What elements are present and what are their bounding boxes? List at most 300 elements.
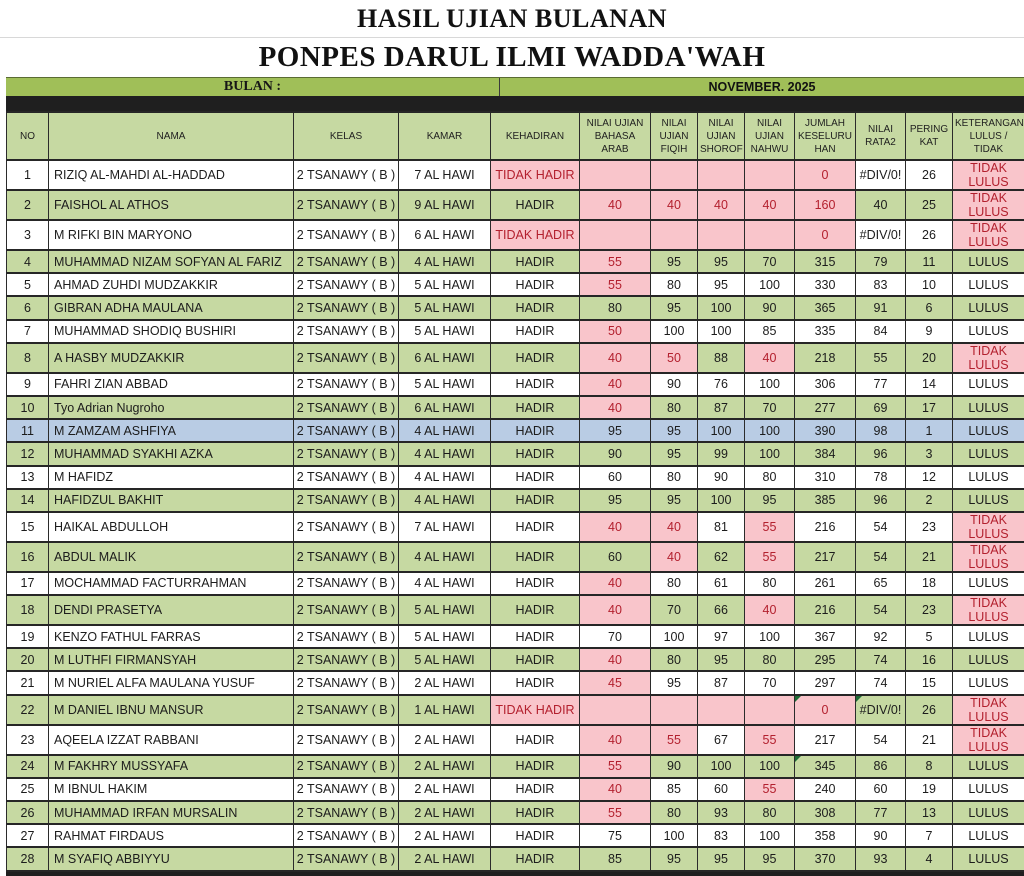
col-header-nama[interactable]: NAMA <box>49 112 294 160</box>
cell-peringkat[interactable]: 21 <box>906 542 953 572</box>
cell-nilai-shorof[interactable]: 97 <box>698 625 745 648</box>
cell-nilai-shorof[interactable]: 60 <box>698 778 745 801</box>
cell-kelas[interactable]: 2 TSANAWY ( B ) <box>294 466 399 489</box>
cell-nilai-shorof[interactable]: 88 <box>698 343 745 373</box>
cell-rata2[interactable]: 93 <box>856 847 906 870</box>
cell-nilai-shorof[interactable]: 95 <box>698 847 745 870</box>
cell-nilai-nahwu[interactable]: 100 <box>745 755 795 778</box>
cell-rata2[interactable]: 77 <box>856 373 906 396</box>
cell-nilai-shorof[interactable]: 87 <box>698 671 745 694</box>
cell-rata2[interactable]: 40 <box>856 190 906 220</box>
cell-kelas[interactable]: 2 TSANAWY ( B ) <box>294 671 399 694</box>
cell-nilai-shorof[interactable]: 61 <box>698 572 745 595</box>
cell-nilai-bahasa-arab[interactable]: 85 <box>580 847 651 870</box>
cell-nilai-bahasa-arab[interactable]: 55 <box>580 273 651 296</box>
cell-kamar[interactable]: 4 AL HAWI <box>399 250 491 273</box>
cell-jumlah[interactable]: 297 <box>795 671 856 694</box>
cell-no[interactable]: 3 <box>7 220 49 250</box>
cell-nilai-nahwu[interactable]: 85 <box>745 320 795 343</box>
cell-nilai-fiqih[interactable] <box>651 220 698 250</box>
cell-peringkat[interactable]: 26 <box>906 220 953 250</box>
cell-nilai-fiqih[interactable]: 80 <box>651 396 698 419</box>
cell-kehadiran[interactable]: HADIR <box>491 320 580 343</box>
cell-kelas[interactable]: 2 TSANAWY ( B ) <box>294 847 399 870</box>
cell-nilai-shorof[interactable]: 40 <box>698 190 745 220</box>
cell-kamar[interactable]: 7 AL HAWI <box>399 160 491 190</box>
cell-kelas[interactable]: 2 TSANAWY ( B ) <box>294 572 399 595</box>
cell-nama[interactable]: MUHAMMAD SYAKHI AZKA <box>49 442 294 465</box>
cell-nilai-fiqih[interactable] <box>651 695 698 725</box>
cell-nilai-shorof[interactable]: 76 <box>698 373 745 396</box>
cell-nilai-nahwu[interactable]: 80 <box>745 572 795 595</box>
cell-no[interactable]: 2 <box>7 190 49 220</box>
cell-peringkat[interactable]: 6 <box>906 296 953 319</box>
cell-nilai-bahasa-arab[interactable]: 55 <box>580 755 651 778</box>
cell-kehadiran[interactable]: HADIR <box>491 419 580 442</box>
cell-kamar[interactable]: 2 AL HAWI <box>399 778 491 801</box>
col-header-kamar[interactable]: KAMAR <box>399 112 491 160</box>
cell-nilai-fiqih[interactable]: 85 <box>651 778 698 801</box>
cell-nilai-nahwu[interactable]: 100 <box>745 442 795 465</box>
cell-kelas[interactable]: 2 TSANAWY ( B ) <box>294 512 399 542</box>
cell-nilai-bahasa-arab[interactable]: 75 <box>580 824 651 847</box>
cell-rata2[interactable]: 96 <box>856 489 906 512</box>
cell-no[interactable]: 10 <box>7 396 49 419</box>
cell-peringkat[interactable]: 25 <box>906 190 953 220</box>
cell-no[interactable]: 18 <box>7 595 49 625</box>
cell-keterangan[interactable]: LULUS <box>953 373 1024 396</box>
cell-kelas[interactable]: 2 TSANAWY ( B ) <box>294 320 399 343</box>
cell-rata2[interactable]: 74 <box>856 671 906 694</box>
col-header-keterangan[interactable]: KETERANGAN LULUS / TIDAK <box>953 112 1024 160</box>
cell-rata2[interactable]: 77 <box>856 801 906 824</box>
col-header-jumlah[interactable]: JUMLAH KESELURU HAN <box>795 112 856 160</box>
cell-keterangan[interactable]: LULUS <box>953 419 1024 442</box>
col-header-peringkat[interactable]: PERING KAT <box>906 112 953 160</box>
cell-kamar[interactable]: 5 AL HAWI <box>399 595 491 625</box>
cell-kehadiran[interactable]: HADIR <box>491 824 580 847</box>
cell-kamar[interactable]: 2 AL HAWI <box>399 801 491 824</box>
cell-nilai-nahwu[interactable]: 80 <box>745 648 795 671</box>
cell-jumlah[interactable]: 277 <box>795 396 856 419</box>
cell-rata2[interactable]: 98 <box>856 419 906 442</box>
cell-kamar[interactable]: 4 AL HAWI <box>399 419 491 442</box>
cell-kamar[interactable]: 4 AL HAWI <box>399 466 491 489</box>
cell-kelas[interactable]: 2 TSANAWY ( B ) <box>294 625 399 648</box>
cell-keterangan[interactable]: LULUS <box>953 273 1024 296</box>
cell-nilai-nahwu[interactable]: 100 <box>745 625 795 648</box>
cell-kamar[interactable]: 4 AL HAWI <box>399 442 491 465</box>
cell-nilai-bahasa-arab[interactable]: 50 <box>580 320 651 343</box>
cell-nilai-bahasa-arab[interactable]: 40 <box>580 778 651 801</box>
cell-no[interactable]: 15 <box>7 512 49 542</box>
cell-kelas[interactable]: 2 TSANAWY ( B ) <box>294 343 399 373</box>
cell-rata2[interactable]: 84 <box>856 320 906 343</box>
cell-rata2[interactable]: #DIV/0! <box>856 220 906 250</box>
cell-keterangan[interactable]: LULUS <box>953 489 1024 512</box>
cell-nilai-bahasa-arab[interactable]: 40 <box>580 512 651 542</box>
cell-nilai-nahwu[interactable]: 100 <box>745 419 795 442</box>
cell-nilai-bahasa-arab[interactable]: 60 <box>580 466 651 489</box>
cell-nilai-fiqih[interactable]: 95 <box>651 847 698 870</box>
cell-jumlah[interactable]: 385 <box>795 489 856 512</box>
cell-nama[interactable]: M HAFIDZ <box>49 466 294 489</box>
cell-kehadiran[interactable]: HADIR <box>491 801 580 824</box>
cell-jumlah[interactable]: 345 <box>795 755 856 778</box>
cell-kelas[interactable]: 2 TSANAWY ( B ) <box>294 755 399 778</box>
cell-nilai-shorof[interactable] <box>698 220 745 250</box>
cell-nilai-fiqih[interactable]: 95 <box>651 442 698 465</box>
cell-nama[interactable]: AHMAD ZUHDI MUDZAKKIR <box>49 273 294 296</box>
cell-no[interactable]: 28 <box>7 847 49 870</box>
cell-jumlah[interactable]: 335 <box>795 320 856 343</box>
cell-no[interactable]: 7 <box>7 320 49 343</box>
cell-kelas[interactable]: 2 TSANAWY ( B ) <box>294 442 399 465</box>
cell-nilai-bahasa-arab[interactable]: 45 <box>580 671 651 694</box>
cell-keterangan[interactable]: LULUS <box>953 466 1024 489</box>
cell-keterangan[interactable]: TIDAK LULUS <box>953 542 1024 572</box>
cell-kehadiran[interactable]: HADIR <box>491 542 580 572</box>
cell-nilai-fiqih[interactable]: 90 <box>651 373 698 396</box>
cell-peringkat[interactable]: 23 <box>906 512 953 542</box>
cell-no[interactable]: 20 <box>7 648 49 671</box>
cell-keterangan[interactable]: TIDAK LULUS <box>953 695 1024 725</box>
cell-kehadiran[interactable]: HADIR <box>491 489 580 512</box>
cell-nilai-bahasa-arab[interactable]: 60 <box>580 542 651 572</box>
cell-kehadiran[interactable]: HADIR <box>491 671 580 694</box>
cell-kamar[interactable]: 5 AL HAWI <box>399 273 491 296</box>
cell-nilai-fiqih[interactable]: 80 <box>651 801 698 824</box>
cell-kelas[interactable]: 2 TSANAWY ( B ) <box>294 296 399 319</box>
cell-jumlah[interactable]: 315 <box>795 250 856 273</box>
cell-nilai-shorof[interactable]: 67 <box>698 725 745 755</box>
cell-no[interactable]: 26 <box>7 801 49 824</box>
cell-nilai-fiqih[interactable]: 80 <box>651 466 698 489</box>
cell-jumlah[interactable]: 306 <box>795 373 856 396</box>
cell-keterangan[interactable]: TIDAK LULUS <box>953 220 1024 250</box>
cell-rata2[interactable]: 65 <box>856 572 906 595</box>
cell-jumlah[interactable]: 240 <box>795 778 856 801</box>
cell-peringkat[interactable]: 13 <box>906 801 953 824</box>
cell-keterangan[interactable]: LULUS <box>953 778 1024 801</box>
cell-peringkat[interactable]: 7 <box>906 824 953 847</box>
cell-kamar[interactable]: 7 AL HAWI <box>399 512 491 542</box>
cell-nilai-bahasa-arab[interactable]: 70 <box>580 625 651 648</box>
cell-nilai-fiqih[interactable]: 100 <box>651 824 698 847</box>
cell-kehadiran[interactable]: HADIR <box>491 648 580 671</box>
cell-nilai-shorof[interactable] <box>698 695 745 725</box>
cell-kamar[interactable]: 9 AL HAWI <box>399 190 491 220</box>
cell-jumlah[interactable]: 218 <box>795 343 856 373</box>
cell-nilai-shorof[interactable]: 95 <box>698 648 745 671</box>
cell-kelas[interactable]: 2 TSANAWY ( B ) <box>294 542 399 572</box>
cell-peringkat[interactable]: 9 <box>906 320 953 343</box>
cell-kamar[interactable]: 4 AL HAWI <box>399 572 491 595</box>
cell-no[interactable]: 16 <box>7 542 49 572</box>
cell-kamar[interactable]: 6 AL HAWI <box>399 220 491 250</box>
cell-jumlah[interactable]: 217 <box>795 725 856 755</box>
cell-kelas[interactable]: 2 TSANAWY ( B ) <box>294 250 399 273</box>
cell-nama[interactable]: HAIKAL ABDULLOH <box>49 512 294 542</box>
cell-nilai-nahwu[interactable]: 95 <box>745 847 795 870</box>
cell-kehadiran[interactable]: HADIR <box>491 755 580 778</box>
cell-nama[interactable]: AQEELA IZZAT RABBANI <box>49 725 294 755</box>
cell-keterangan[interactable]: LULUS <box>953 396 1024 419</box>
cell-kehadiran[interactable]: HADIR <box>491 595 580 625</box>
cell-keterangan[interactable]: TIDAK LULUS <box>953 343 1024 373</box>
cell-kamar[interactable]: 5 AL HAWI <box>399 320 491 343</box>
cell-nilai-fiqih[interactable]: 40 <box>651 512 698 542</box>
cell-peringkat[interactable]: 18 <box>906 572 953 595</box>
cell-nilai-fiqih[interactable]: 95 <box>651 296 698 319</box>
cell-peringkat[interactable]: 10 <box>906 273 953 296</box>
cell-no[interactable]: 27 <box>7 824 49 847</box>
cell-no[interactable]: 25 <box>7 778 49 801</box>
cell-no[interactable]: 24 <box>7 755 49 778</box>
cell-nilai-fiqih[interactable]: 95 <box>651 671 698 694</box>
cell-rata2[interactable]: 78 <box>856 466 906 489</box>
cell-nilai-bahasa-arab[interactable]: 40 <box>580 595 651 625</box>
cell-nilai-bahasa-arab[interactable]: 80 <box>580 296 651 319</box>
cell-rata2[interactable]: 83 <box>856 273 906 296</box>
cell-peringkat[interactable]: 3 <box>906 442 953 465</box>
cell-nilai-fiqih[interactable]: 100 <box>651 320 698 343</box>
cell-nilai-bahasa-arab[interactable]: 40 <box>580 648 651 671</box>
cell-no[interactable]: 14 <box>7 489 49 512</box>
cell-peringkat[interactable]: 16 <box>906 648 953 671</box>
cell-jumlah[interactable]: 330 <box>795 273 856 296</box>
cell-nilai-bahasa-arab[interactable]: 40 <box>580 373 651 396</box>
cell-kehadiran[interactable]: HADIR <box>491 442 580 465</box>
cell-jumlah[interactable]: 295 <box>795 648 856 671</box>
cell-nilai-bahasa-arab[interactable]: 40 <box>580 190 651 220</box>
cell-keterangan[interactable]: LULUS <box>953 572 1024 595</box>
cell-no[interactable]: 22 <box>7 695 49 725</box>
cell-nilai-nahwu[interactable]: 55 <box>745 512 795 542</box>
cell-kamar[interactable]: 2 AL HAWI <box>399 725 491 755</box>
cell-nilai-fiqih[interactable]: 100 <box>651 625 698 648</box>
cell-keterangan[interactable]: LULUS <box>953 801 1024 824</box>
cell-kehadiran[interactable]: HADIR <box>491 725 580 755</box>
cell-kelas[interactable]: 2 TSANAWY ( B ) <box>294 190 399 220</box>
cell-kelas[interactable]: 2 TSANAWY ( B ) <box>294 595 399 625</box>
cell-no[interactable]: 12 <box>7 442 49 465</box>
cell-nama[interactable]: M SYAFIQ ABBIYYU <box>49 847 294 870</box>
cell-nilai-fiqih[interactable]: 80 <box>651 273 698 296</box>
cell-nama[interactable]: FAISHOL AL ATHOS <box>49 190 294 220</box>
cell-peringkat[interactable]: 17 <box>906 396 953 419</box>
cell-rata2[interactable]: 90 <box>856 824 906 847</box>
cell-no[interactable]: 6 <box>7 296 49 319</box>
cell-nilai-bahasa-arab[interactable]: 40 <box>580 572 651 595</box>
cell-nilai-fiqih[interactable]: 95 <box>651 419 698 442</box>
cell-kehadiran[interactable]: HADIR <box>491 625 580 648</box>
cell-rata2[interactable]: #DIV/0! <box>856 695 906 725</box>
cell-nilai-bahasa-arab[interactable]: 40 <box>580 725 651 755</box>
cell-nilai-bahasa-arab[interactable]: 40 <box>580 343 651 373</box>
cell-no[interactable]: 9 <box>7 373 49 396</box>
cell-kehadiran[interactable]: HADIR <box>491 250 580 273</box>
cell-nilai-bahasa-arab[interactable]: 55 <box>580 250 651 273</box>
cell-nilai-bahasa-arab[interactable]: 95 <box>580 489 651 512</box>
cell-nilai-nahwu[interactable]: 70 <box>745 250 795 273</box>
cell-nilai-shorof[interactable]: 93 <box>698 801 745 824</box>
cell-jumlah[interactable]: 310 <box>795 466 856 489</box>
cell-nilai-fiqih[interactable]: 80 <box>651 648 698 671</box>
month-value-cell[interactable] <box>500 78 1024 96</box>
cell-nilai-fiqih[interactable]: 70 <box>651 595 698 625</box>
cell-jumlah[interactable]: 0 <box>795 220 856 250</box>
cell-kehadiran[interactable]: HADIR <box>491 273 580 296</box>
cell-nilai-shorof[interactable]: 95 <box>698 250 745 273</box>
cell-nilai-nahwu[interactable]: 55 <box>745 778 795 801</box>
cell-nama[interactable]: ABDUL MALIK <box>49 542 294 572</box>
cell-nilai-shorof[interactable]: 62 <box>698 542 745 572</box>
cell-jumlah[interactable]: 365 <box>795 296 856 319</box>
cell-kehadiran[interactable]: HADIR <box>491 296 580 319</box>
month-label-cell[interactable] <box>6 78 500 96</box>
cell-jumlah[interactable]: 216 <box>795 512 856 542</box>
cell-kehadiran[interactable]: HADIR <box>491 512 580 542</box>
cell-kelas[interactable]: 2 TSANAWY ( B ) <box>294 373 399 396</box>
cell-nilai-fiqih[interactable]: 50 <box>651 343 698 373</box>
cell-kelas[interactable]: 2 TSANAWY ( B ) <box>294 801 399 824</box>
cell-jumlah[interactable]: 160 <box>795 190 856 220</box>
cell-nama[interactable]: MUHAMMAD IRFAN MURSALIN <box>49 801 294 824</box>
cell-nilai-shorof[interactable]: 99 <box>698 442 745 465</box>
cell-nilai-bahasa-arab[interactable]: 95 <box>580 419 651 442</box>
cell-keterangan[interactable]: LULUS <box>953 648 1024 671</box>
cell-nilai-nahwu[interactable]: 80 <box>745 466 795 489</box>
cell-kamar[interactable]: 5 AL HAWI <box>399 625 491 648</box>
cell-nilai-fiqih[interactable]: 55 <box>651 725 698 755</box>
cell-rata2[interactable]: 92 <box>856 625 906 648</box>
cell-kamar[interactable]: 4 AL HAWI <box>399 489 491 512</box>
cell-rata2[interactable]: 54 <box>856 512 906 542</box>
cell-keterangan[interactable]: LULUS <box>953 755 1024 778</box>
cell-peringkat[interactable]: 12 <box>906 466 953 489</box>
cell-kamar[interactable]: 4 AL HAWI <box>399 542 491 572</box>
cell-kamar[interactable]: 6 AL HAWI <box>399 396 491 419</box>
cell-kelas[interactable]: 2 TSANAWY ( B ) <box>294 725 399 755</box>
cell-nama[interactable]: RAHMAT FIRDAUS <box>49 824 294 847</box>
cell-nama[interactable]: M FAKHRY MUSSYAFA <box>49 755 294 778</box>
cell-kelas[interactable]: 2 TSANAWY ( B ) <box>294 648 399 671</box>
cell-nilai-fiqih[interactable] <box>651 160 698 190</box>
cell-nilai-shorof[interactable]: 100 <box>698 296 745 319</box>
cell-nama[interactable]: GIBRAN ADHA MAULANA <box>49 296 294 319</box>
cell-nilai-bahasa-arab[interactable] <box>580 695 651 725</box>
cell-kamar[interactable]: 2 AL HAWI <box>399 671 491 694</box>
cell-jumlah[interactable]: 308 <box>795 801 856 824</box>
cell-keterangan[interactable]: LULUS <box>953 320 1024 343</box>
col-header-nilai-nahwu[interactable]: NILAI UJIAN NAHWU <box>745 112 795 160</box>
cell-kehadiran[interactable]: HADIR <box>491 343 580 373</box>
cell-peringkat[interactable]: 5 <box>906 625 953 648</box>
cell-jumlah[interactable]: 358 <box>795 824 856 847</box>
cell-nilai-nahwu[interactable]: 40 <box>745 595 795 625</box>
cell-kehadiran[interactable]: HADIR <box>491 190 580 220</box>
cell-nilai-nahwu[interactable]: 55 <box>745 542 795 572</box>
cell-kamar[interactable]: 5 AL HAWI <box>399 296 491 319</box>
cell-nilai-fiqih[interactable]: 95 <box>651 250 698 273</box>
cell-kelas[interactable]: 2 TSANAWY ( B ) <box>294 489 399 512</box>
cell-nilai-bahasa-arab[interactable]: 90 <box>580 442 651 465</box>
cell-kelas[interactable]: 2 TSANAWY ( B ) <box>294 220 399 250</box>
cell-keterangan[interactable]: TIDAK LULUS <box>953 595 1024 625</box>
cell-no[interactable]: 19 <box>7 625 49 648</box>
cell-nilai-fiqih[interactable]: 95 <box>651 489 698 512</box>
cell-nilai-fiqih[interactable]: 40 <box>651 190 698 220</box>
cell-keterangan[interactable]: TIDAK LULUS <box>953 512 1024 542</box>
cell-kamar[interactable]: 5 AL HAWI <box>399 648 491 671</box>
cell-peringkat[interactable]: 23 <box>906 595 953 625</box>
cell-nama[interactable]: FAHRI ZIAN ABBAD <box>49 373 294 396</box>
cell-rata2[interactable]: 74 <box>856 648 906 671</box>
cell-nilai-shorof[interactable]: 95 <box>698 273 745 296</box>
cell-kelas[interactable]: 2 TSANAWY ( B ) <box>294 824 399 847</box>
cell-keterangan[interactable]: LULUS <box>953 671 1024 694</box>
cell-no[interactable]: 11 <box>7 419 49 442</box>
cell-kamar[interactable]: 1 AL HAWI <box>399 695 491 725</box>
cell-kelas[interactable]: 2 TSANAWY ( B ) <box>294 396 399 419</box>
col-header-nilai-bahasa-arab[interactable]: NILAI UJIAN BAHASA ARAB <box>580 112 651 160</box>
cell-jumlah[interactable]: 216 <box>795 595 856 625</box>
cell-no[interactable]: 21 <box>7 671 49 694</box>
cell-nilai-shorof[interactable]: 83 <box>698 824 745 847</box>
cell-keterangan[interactable]: LULUS <box>953 625 1024 648</box>
cell-no[interactable]: 23 <box>7 725 49 755</box>
cell-jumlah[interactable]: 370 <box>795 847 856 870</box>
cell-no[interactable]: 5 <box>7 273 49 296</box>
cell-rata2[interactable]: 69 <box>856 396 906 419</box>
cell-rata2[interactable]: 91 <box>856 296 906 319</box>
cell-kelas[interactable]: 2 TSANAWY ( B ) <box>294 160 399 190</box>
cell-rata2[interactable]: 54 <box>856 725 906 755</box>
cell-nilai-nahwu[interactable]: 100 <box>745 824 795 847</box>
cell-no[interactable]: 17 <box>7 572 49 595</box>
cell-keterangan[interactable]: LULUS <box>953 296 1024 319</box>
cell-keterangan[interactable]: TIDAK LULUS <box>953 190 1024 220</box>
cell-kehadiran[interactable]: TIDAK HADIR <box>491 220 580 250</box>
cell-nilai-shorof[interactable]: 90 <box>698 466 745 489</box>
cell-nilai-fiqih[interactable]: 80 <box>651 572 698 595</box>
cell-keterangan[interactable]: LULUS <box>953 824 1024 847</box>
cell-nilai-shorof[interactable]: 87 <box>698 396 745 419</box>
cell-nilai-nahwu[interactable]: 90 <box>745 296 795 319</box>
cell-nilai-nahwu[interactable] <box>745 695 795 725</box>
cell-nilai-nahwu[interactable]: 70 <box>745 671 795 694</box>
col-header-rata2[interactable]: NILAI RATA2 <box>856 112 906 160</box>
cell-nilai-bahasa-arab[interactable]: 55 <box>580 801 651 824</box>
cell-rata2[interactable]: 54 <box>856 595 906 625</box>
cell-kelas[interactable]: 2 TSANAWY ( B ) <box>294 273 399 296</box>
cell-nama[interactable]: HAFIDZUL BAKHIT <box>49 489 294 512</box>
cell-jumlah[interactable]: 367 <box>795 625 856 648</box>
cell-peringkat[interactable]: 4 <box>906 847 953 870</box>
cell-nama[interactable]: DENDI PRASETYA <box>49 595 294 625</box>
cell-nilai-nahwu[interactable]: 40 <box>745 343 795 373</box>
cell-nilai-shorof[interactable]: 100 <box>698 489 745 512</box>
cell-peringkat[interactable]: 20 <box>906 343 953 373</box>
cell-kehadiran[interactable]: HADIR <box>491 572 580 595</box>
cell-kamar[interactable]: 6 AL HAWI <box>399 343 491 373</box>
cell-jumlah[interactable]: 384 <box>795 442 856 465</box>
cell-peringkat[interactable]: 14 <box>906 373 953 396</box>
cell-keterangan[interactable]: LULUS <box>953 847 1024 870</box>
cell-jumlah[interactable]: 0 <box>795 695 856 725</box>
cell-peringkat[interactable]: 1 <box>906 419 953 442</box>
